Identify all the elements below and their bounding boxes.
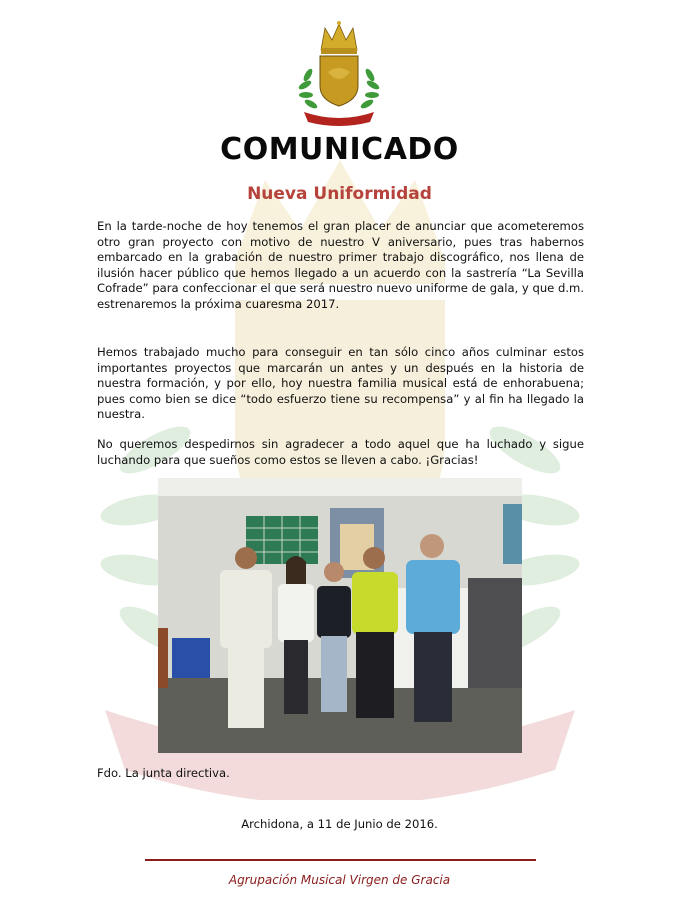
page-title: COMUNICADO: [220, 132, 459, 167]
body-paragraph: En la tarde-noche de hoy tenemos el gran placer de anunciar que acometeremos otro gran proyecto con motivo de nuestro V aniversario, pues tras habernos embarcado en la grabación de nuestro primer trabajo discográfico, nos llena de ilusión hacer público que hemos llegado a un acuerdo con la sastrería “La Sevilla Cofrade” para confeccionar el que será nuestro nuevo uniforme de gala, y que d.m. estrenaremos la próxima cuaresma 2017.: [97, 219, 585, 311]
place-date: Archidona, a 11 de Junio de 2016.: [241, 817, 438, 831]
footer-organization: Agrupación Musical Virgen de Gracia: [228, 873, 451, 887]
footer-divider: [145, 859, 536, 861]
signature: Fdo. La junta directiva.: [97, 766, 230, 780]
body-paragraph: Hemos trabajado mucho para conseguir en tan sólo cinco años culminar estos importantes proyectos que marcarán un antes y un después en la historia de nuestra formación, y por ello, hoy nuestra familia musical está de enhorabuena; pues como bien se dice “todo esfuerzo tiene su recompensa” y al fin ha llegado la nuestra.: [97, 345, 584, 422]
crest-icon: [298, 20, 380, 126]
group-photo: [158, 478, 522, 753]
page-subtitle: Nueva Uniformidad: [247, 184, 432, 204]
body-paragraph: No queremos despedirnos sin agradecer a todo aquel que ha luchado y sigue luchando para que sueños como estos se lleven a cabo. ¡Gracias!: [97, 437, 584, 467]
